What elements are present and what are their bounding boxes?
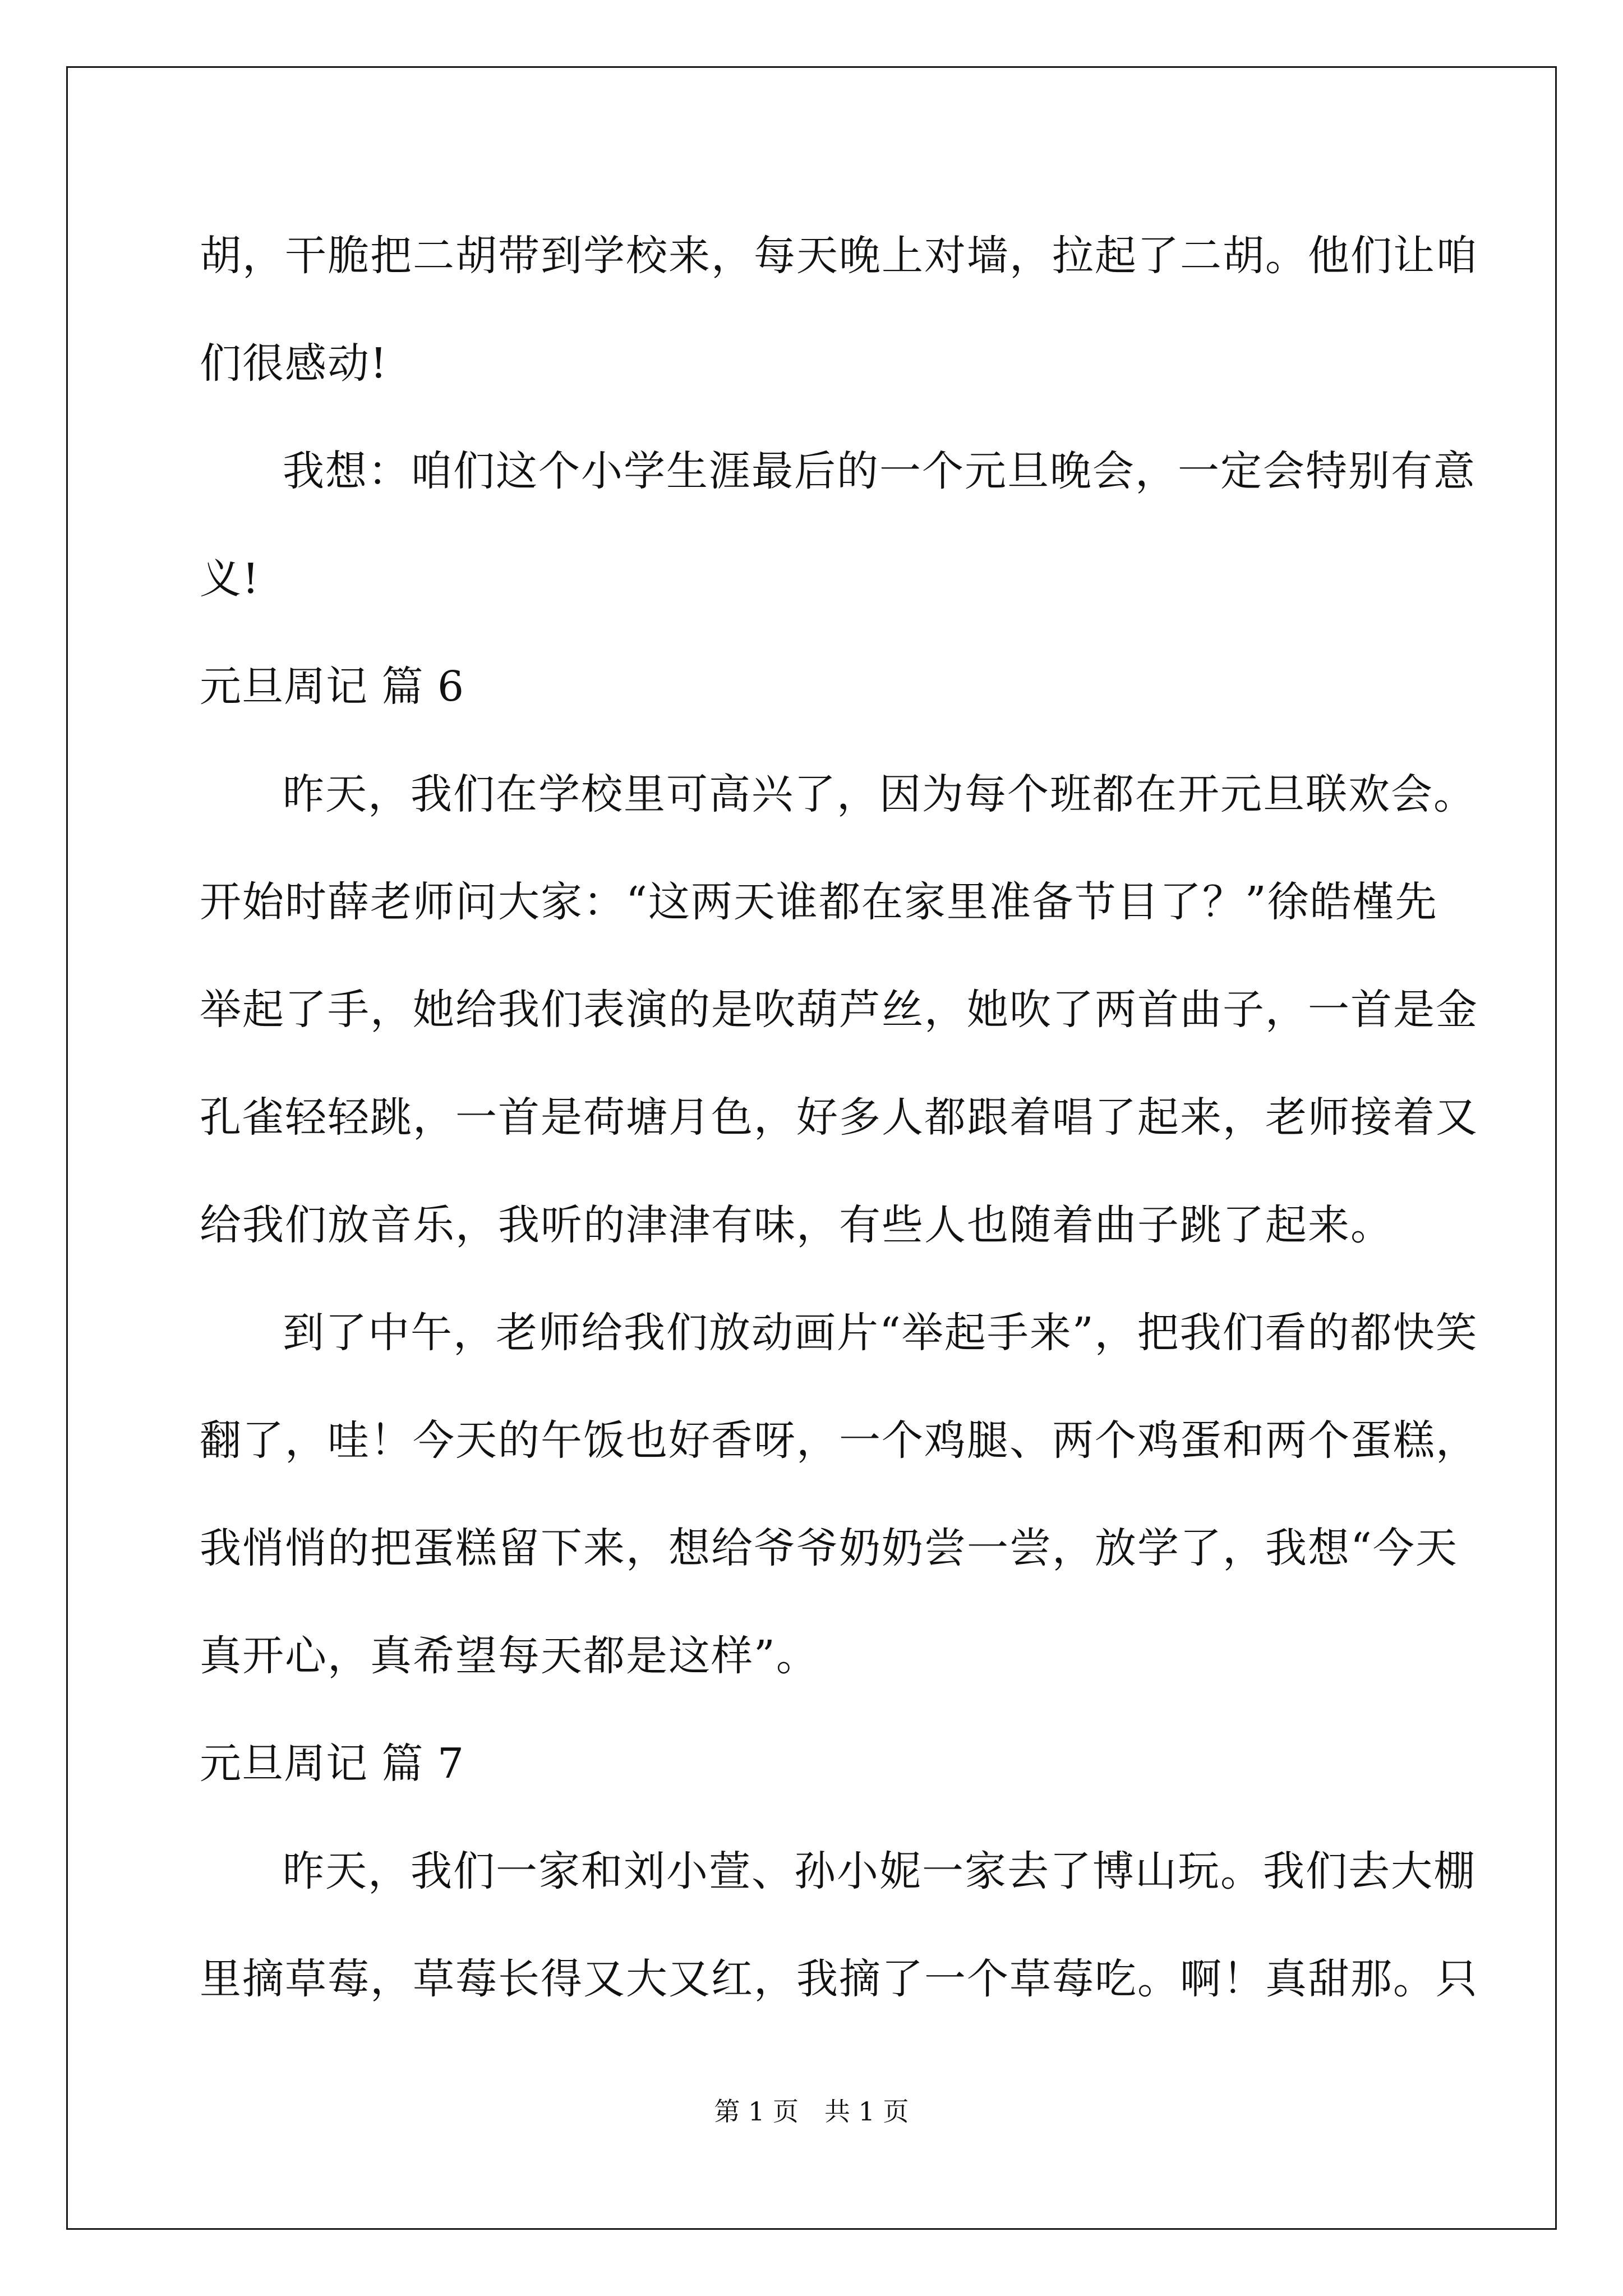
text-line: 昨天，我们一家和刘小萱、孙小妮一家去了博山玩。我们去大棚 [283,1847,1476,1895]
text-line: 真开心，真希望每天都是这样”。 [200,1632,819,1680]
page-footer [0,2091,1623,2128]
section-heading: 元旦周记 篇 6 [200,662,465,711]
text-line: 翻了，哇！今天的午饭也好香呀，一个鸡腿、两个鸡蛋和两个蛋糕， [200,1416,1478,1465]
text-line: 到了中午，老师给我们放动画片“举起手来”，把我们看的都快笑 [283,1309,1478,1357]
page-number: 第 1 页 [714,2096,799,2127]
text-line: 孔雀轻轻跳，一首是荷塘月色，好多人都跟着唱了起来，老师接着又 [200,1093,1478,1142]
section-heading: 元旦周记 篇 7 [200,1740,465,1788]
page-total: 共 1 页 [824,2096,909,2127]
text-line: 里摘草莓，草莓长得又大又红，我摘了一个草莓吃。啊！真甜那。只 [200,1955,1478,2003]
text-line: 给我们放音乐，我听的津津有味，有些人也随着曲子跳了起来。 [200,1201,1393,1249]
text-line: 我想：咱们这个小学生涯最后的一个元旦晚会，一定会特别有意 [283,447,1476,495]
text-line: 开始时薛老师问大家：“这两天谁都在家里准备节目了？”徐皓槿先 [200,878,1438,926]
text-line: 义! [200,555,260,603]
text-line: 昨天，我们在学校里可高兴了，因为每个班都在开元旦联欢会。 [283,770,1476,818]
text-line: 举起了手，她给我们表演的是吹葫芦丝，她吹了两首曲子，一首是金 [200,986,1478,1034]
text-line: 们很感动! [200,339,388,388]
text-line: 我悄悄的把蛋糕留下来，想给爷爷奶奶尝一尝，放学了，我想“今天 [200,1524,1458,1572]
document-body [200,202,1478,2033]
text-line: 胡，干脆把二胡带到学校来，每天晚上对墙，拉起了二胡。他们让咱 [200,232,1478,280]
